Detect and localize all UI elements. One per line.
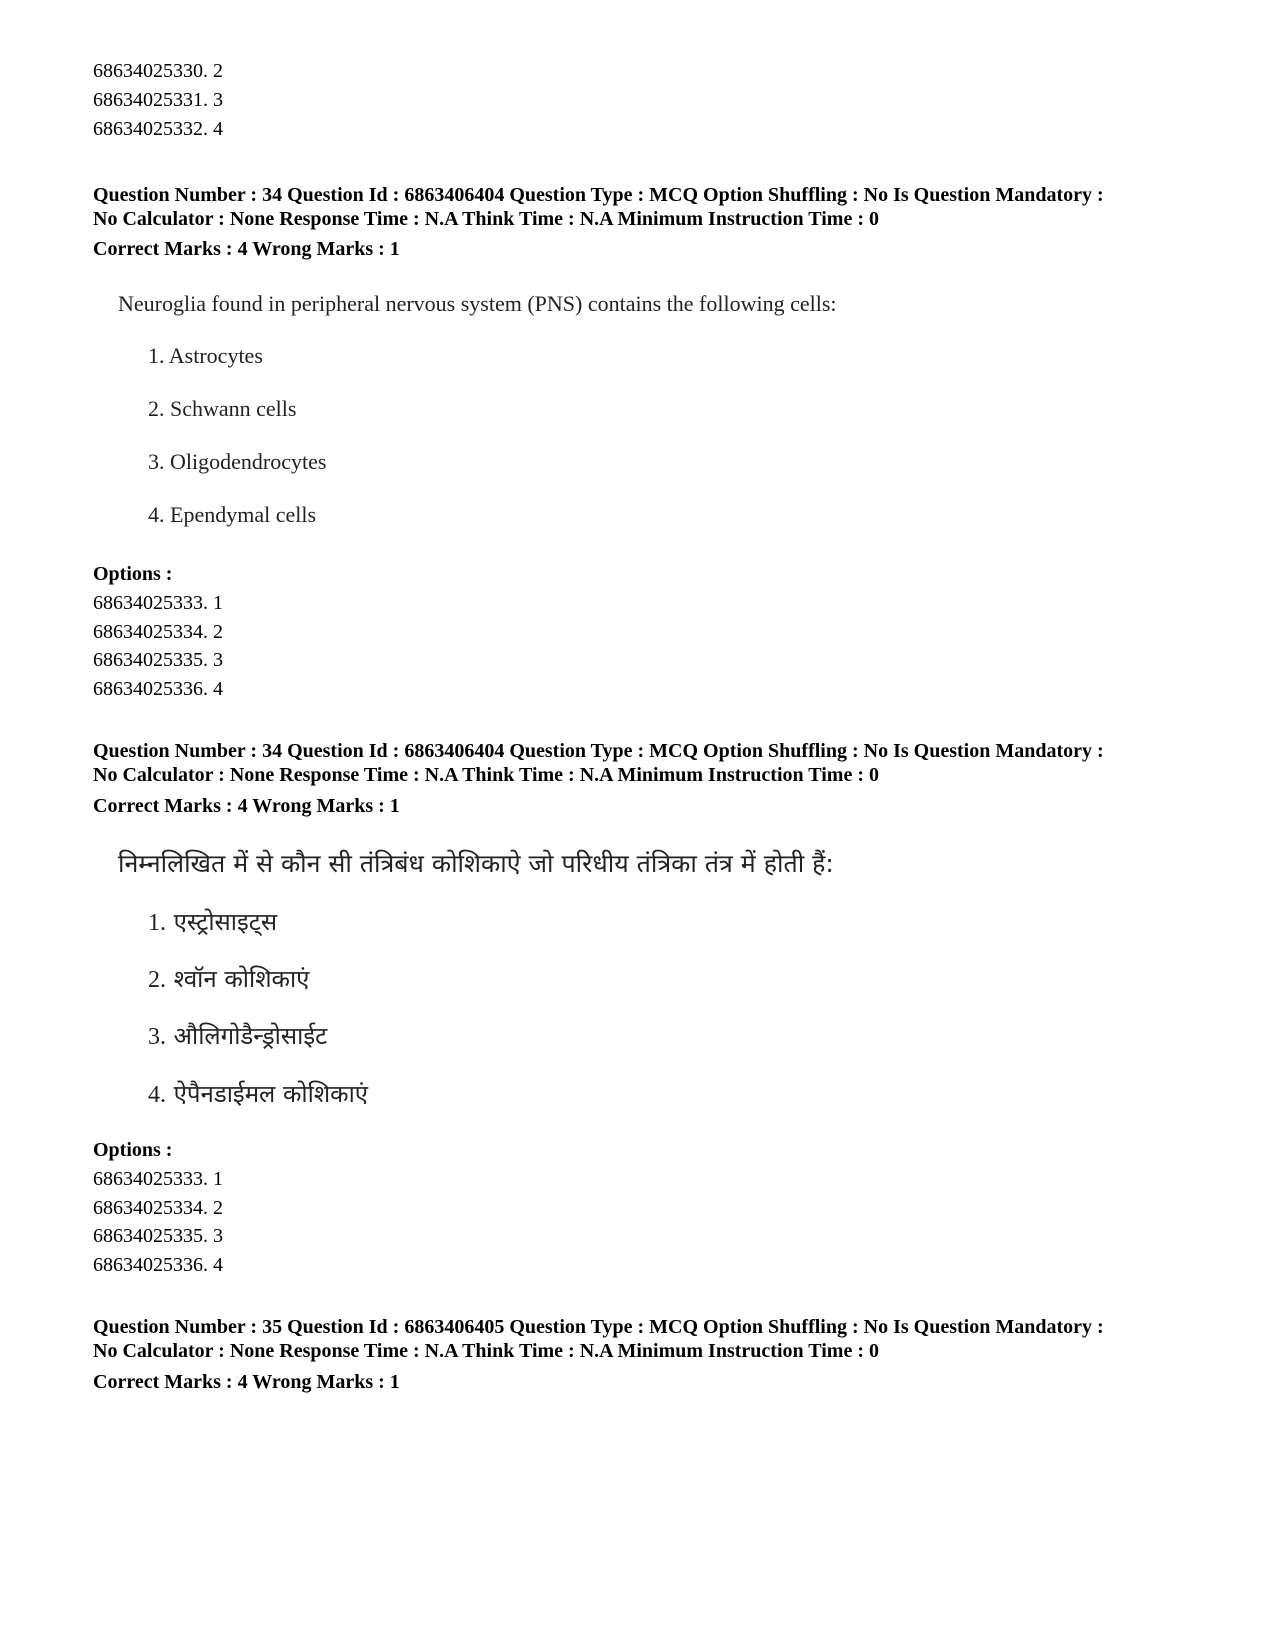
question-meta-line: Question Number : 34 Question Id : 6863406404 Question Type : MCQ Option Shuffling : No Is Question Mandatory : [93, 740, 1104, 762]
question-item: 3. Oligodendrocytes [148, 449, 327, 474]
question-item [148, 1019, 327, 1052]
question-marks: Correct Marks : 4 Wrong Marks : 1 [93, 1371, 400, 1393]
option-line: 68634025333. 1 [93, 592, 223, 614]
item-text: औलिगोडैन्ड्रोसाईट [173, 1022, 328, 1050]
question-marks: Correct Marks : 4 Wrong Marks : 1 [93, 795, 400, 817]
question-item [148, 905, 277, 938]
option-line: 68634025334. 2 [93, 621, 223, 643]
question-meta-line: No Calculator : None Response Time : N.A Think Time : N.A Minimum Instruction Time : 0 [93, 208, 879, 230]
option-line: 68634025336. 4 [93, 678, 223, 700]
question-meta [93, 739, 1203, 787]
question-meta-line: No Calculator : None Response Time : N.A Think Time : N.A Minimum Instruction Time : 0 [93, 764, 879, 786]
item-text: एस्ट्रोसाइट्स [173, 908, 278, 936]
question-item: 4. Ependymal cells [148, 502, 317, 527]
question-item: 2. Schwann cells [148, 396, 297, 421]
item-number: 3. [148, 1024, 166, 1050]
option-line: 68634025331. 3 [93, 89, 223, 111]
question-stem: निम्नलिखित में से कौन सी तंत्रिबंध कोशिकाऐ जो परिधीय तंत्रिका तंत्र में होती हैं: [118, 849, 834, 878]
question-marks: Correct Marks : 4 Wrong Marks : 1 [93, 238, 400, 260]
question-meta [93, 183, 1203, 231]
question-meta-line: No Calculator : None Response Time : N.A Think Time : N.A Minimum Instruction Time : 0 [93, 1340, 879, 1362]
question-meta-line: Question Number : 34 Question Id : 6863406404 Question Type : MCQ Option Shuffling : No Is Question Mandatory : [93, 184, 1104, 206]
option-line: 68634025335. 3 [93, 649, 223, 671]
item-number: 4. [148, 1082, 166, 1108]
question-item [148, 1077, 368, 1110]
item-text: ऐपैनडाईमल कोशिकाएं [173, 1080, 369, 1108]
question-item [148, 962, 309, 995]
option-line: 68634025335. 3 [93, 1225, 223, 1247]
question-meta [93, 1315, 1203, 1363]
item-number: 1. [148, 910, 166, 936]
options-label: Options : [93, 563, 173, 585]
item-number: 2. [148, 967, 166, 993]
question-stem: Neuroglia found in peripheral nervous system (PNS) contains the following cells: [118, 291, 837, 316]
question-item: 1. Astrocytes [148, 343, 263, 368]
option-line: 68634025330. 2 [93, 60, 223, 82]
question-meta-line: Question Number : 35 Question Id : 6863406405 Question Type : MCQ Option Shuffling : No Is Question Mandatory : [93, 1316, 1104, 1338]
item-text: श्वॉन कोशिकाएं [173, 965, 310, 993]
option-line: 68634025334. 2 [93, 1197, 223, 1219]
option-line: 68634025336. 4 [93, 1254, 223, 1276]
option-line: 68634025333. 1 [93, 1168, 223, 1190]
options-label: Options : [93, 1139, 173, 1161]
option-line: 68634025332. 4 [93, 118, 223, 140]
